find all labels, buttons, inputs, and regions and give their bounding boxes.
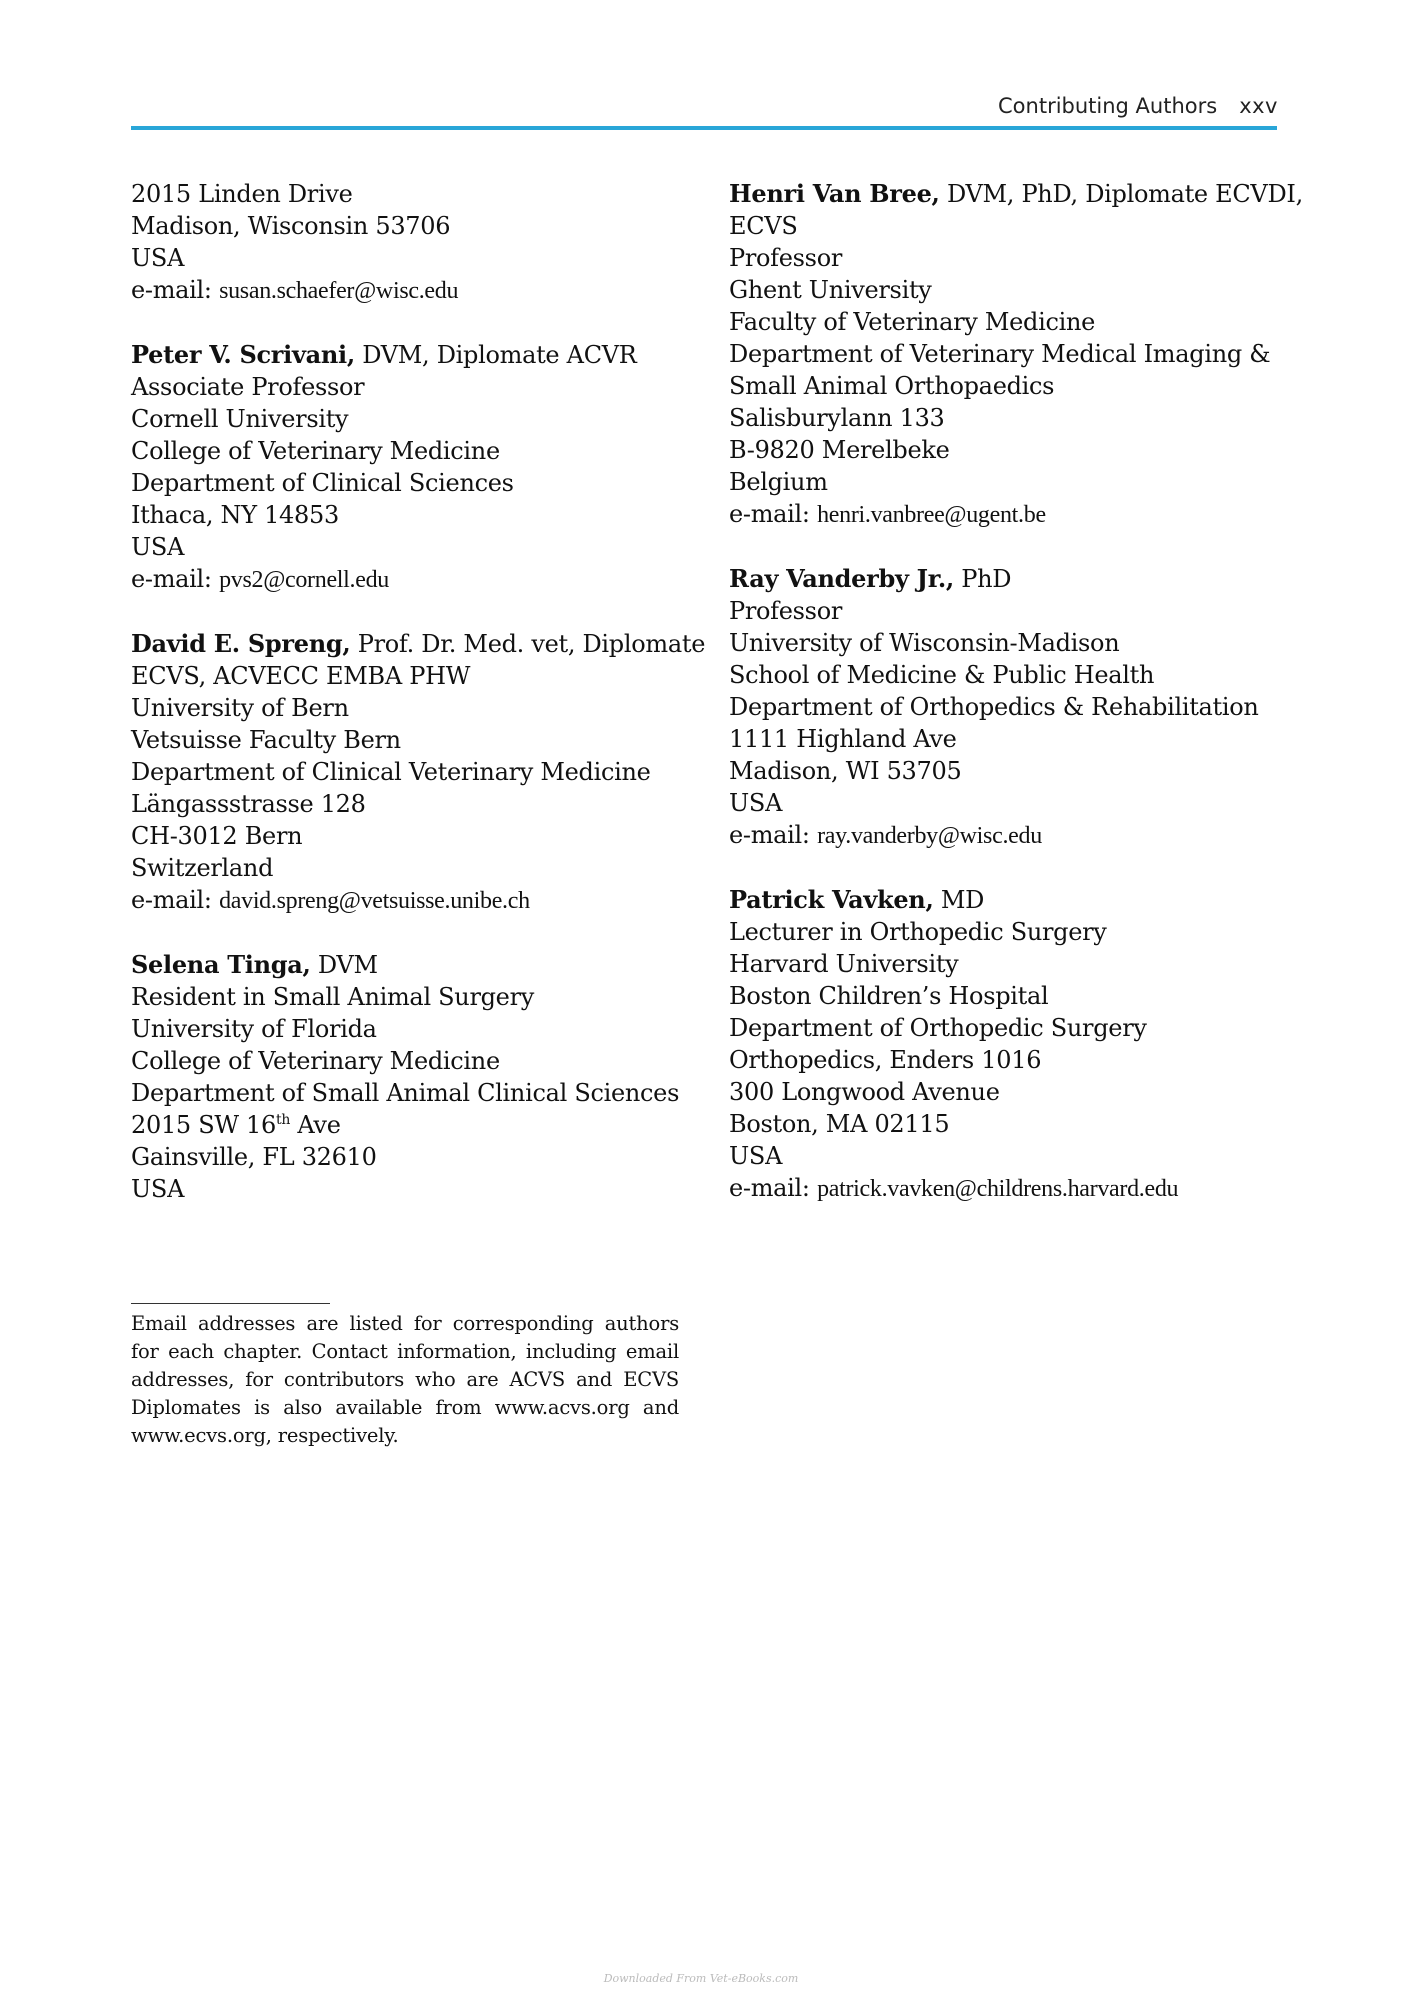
affiliation-line: University of Florida — [131, 1015, 377, 1043]
affiliation-line: Professor — [729, 244, 843, 272]
acvs-link[interactable]: www.acvs.org — [494, 1396, 630, 1419]
affiliation-line: Ghent University — [729, 276, 932, 304]
author-entry-vanderby — [729, 563, 1289, 852]
ordinal-suffix: th — [276, 1112, 291, 1128]
affiliation-line: Department of Clinical Sciences — [131, 469, 514, 497]
email-address: susan.schaefer@wisc.edu — [219, 278, 459, 304]
affiliation-line: Resident in Small Animal Surgery — [131, 983, 535, 1011]
footnote-rule — [131, 1303, 330, 1304]
footnote — [131, 1310, 679, 1450]
affiliation-line: Lecturer in Orthopedic Surgery — [729, 918, 1107, 946]
author-name: David E. Spreng, — [131, 629, 351, 658]
footnote-text: , respectively. — [265, 1424, 399, 1447]
affiliation-line: Small Animal Orthopaedics — [729, 372, 1055, 400]
watermark: Downloaded From Vet-eBooks.com — [603, 1972, 799, 1985]
affiliation-line: Boston Children’s Hospital — [729, 982, 1049, 1010]
email-label: e-mail: — [729, 1174, 810, 1202]
email-line — [131, 563, 691, 596]
address-line: 2015 Linden Drive — [131, 180, 353, 208]
email-line — [729, 819, 1289, 852]
affiliation-line: Department of Clinical Veterinary Medicine — [131, 758, 651, 786]
affiliation-line: 300 Longwood Avenue — [729, 1078, 1000, 1106]
affiliation-line: Vetsuisse Faculty Bern — [131, 726, 401, 754]
affiliation-line: Orthopedics, Enders 1016 — [729, 1046, 1042, 1074]
author-credentials-cont: ECVS, ACVECC EMBA PHW — [131, 662, 471, 690]
continued-entry — [131, 178, 691, 307]
email-address: henri.vanbree@ugent.be — [817, 502, 1046, 528]
author-entry-van-bree — [729, 178, 1303, 531]
author-credentials: MD — [940, 886, 985, 914]
author-entry-scrivani — [131, 339, 691, 596]
address-line: USA — [131, 244, 185, 272]
street-prefix: 2015 SW 16 — [131, 1111, 276, 1139]
affiliation-line: Department of Orthopedic Surgery — [729, 1014, 1147, 1042]
affiliation-line: Department of Orthopedics & Rehabilitation — [729, 693, 1259, 721]
email-label: e-mail: — [729, 500, 810, 528]
street-line — [131, 1109, 691, 1141]
author-credentials: PhD — [961, 565, 1012, 593]
affiliation-line: Cornell University — [131, 405, 349, 433]
affiliation-line: Belgium — [729, 468, 828, 496]
affiliation-line: USA — [131, 533, 185, 561]
running-header — [998, 94, 1278, 118]
right-column — [729, 178, 1303, 1237]
affiliation-line: Department of Veterinary Medical Imaging & — [729, 340, 1271, 368]
email-address: patrick.vavken@childrens.harvard.edu — [817, 1176, 1179, 1202]
affiliation-line: Längassstrasse 128 — [131, 790, 366, 818]
footnote-text: and — [642, 1396, 679, 1419]
email-label: e-mail: — [131, 886, 212, 914]
affiliation-line: Ithaca, NY 14853 — [131, 501, 339, 529]
author-name: Ray Vanderby Jr., — [729, 564, 954, 593]
street-suffix: Ave — [290, 1111, 341, 1139]
email-line — [729, 498, 1289, 531]
author-entry-vavken — [729, 884, 1289, 1205]
affiliation-line: Associate Professor — [131, 373, 365, 401]
header-rule — [131, 126, 1277, 130]
affiliation-line: USA — [131, 1175, 185, 1203]
affiliation-line: University of Bern — [131, 694, 349, 722]
affiliation-line: College of Veterinary Medicine — [131, 1047, 500, 1075]
section-title: Contributing Authors — [998, 94, 1218, 118]
ecvs-link[interactable]: www.ecvs.org — [131, 1424, 266, 1447]
email-address: pvs2@cornell.edu — [219, 567, 389, 593]
affiliation-line: Department of Small Animal Clinical Sciences — [131, 1079, 680, 1107]
email-label: e-mail: — [131, 276, 212, 304]
affiliation-line: Gainsville, FL 32610 — [131, 1143, 377, 1171]
email-address: david.spreng@vetsuisse.unibe.ch — [219, 888, 530, 914]
author-name: Peter V. Scrivani, — [131, 340, 355, 369]
affiliation-line: CH-3012 Bern — [131, 822, 303, 850]
footnote-text: Email addresses are listed for corresponding authors for each chapter. Contact information, including email addresses, for contributors who are ACVS and ECVS Diplomates is also available from — [131, 1312, 679, 1419]
affiliation-line: Faculty of Veterinary Medicine — [729, 308, 1096, 336]
author-name: Patrick Vavken, — [729, 885, 934, 914]
author-name: Henri Van Bree, — [729, 179, 940, 208]
email-label: e-mail: — [729, 821, 810, 849]
email-line — [131, 274, 691, 307]
page-number: xxv — [1239, 94, 1278, 118]
author-credentials-cont: ECVS — [729, 212, 798, 240]
affiliation-line: Salisburylann 133 — [729, 404, 945, 432]
affiliation-line: Professor — [729, 597, 843, 625]
author-name: Selena Tinga, — [131, 950, 311, 979]
affiliation-line: College of Veterinary Medicine — [131, 437, 500, 465]
affiliation-line: School of Medicine & Public Health — [729, 661, 1155, 689]
email-label: e-mail: — [131, 565, 212, 593]
affiliation-line: Harvard University — [729, 950, 959, 978]
author-credentials: DVM, Diplomate ACVR — [362, 341, 637, 369]
affiliation-line: Boston, MA 02115 — [729, 1110, 950, 1138]
affiliation-line: Switzerland — [131, 854, 274, 882]
affiliation-line: 1111 Highland Ave — [729, 725, 957, 753]
email-address: ray.vanderby@wisc.edu — [817, 823, 1042, 849]
address-line: Madison, Wisconsin 53706 — [131, 212, 451, 240]
affiliation-line: B-9820 Merelbeke — [729, 436, 950, 464]
email-line — [131, 884, 691, 917]
affiliation-line: USA — [729, 789, 783, 817]
author-entry-tinga — [131, 949, 691, 1205]
author-entry-spreng — [131, 628, 706, 917]
affiliation-line: USA — [729, 1142, 783, 1170]
author-credentials: DVM, PhD, Diplomate ECVDI, — [946, 180, 1303, 208]
affiliation-line: Madison, WI 53705 — [729, 757, 962, 785]
email-line — [729, 1172, 1289, 1205]
author-credentials: Prof. Dr. Med. vet, Diplomate — [357, 630, 706, 658]
author-credentials: DVM — [317, 951, 378, 979]
left-column — [131, 178, 706, 1237]
affiliation-line: University of Wisconsin-Madison — [729, 629, 1120, 657]
